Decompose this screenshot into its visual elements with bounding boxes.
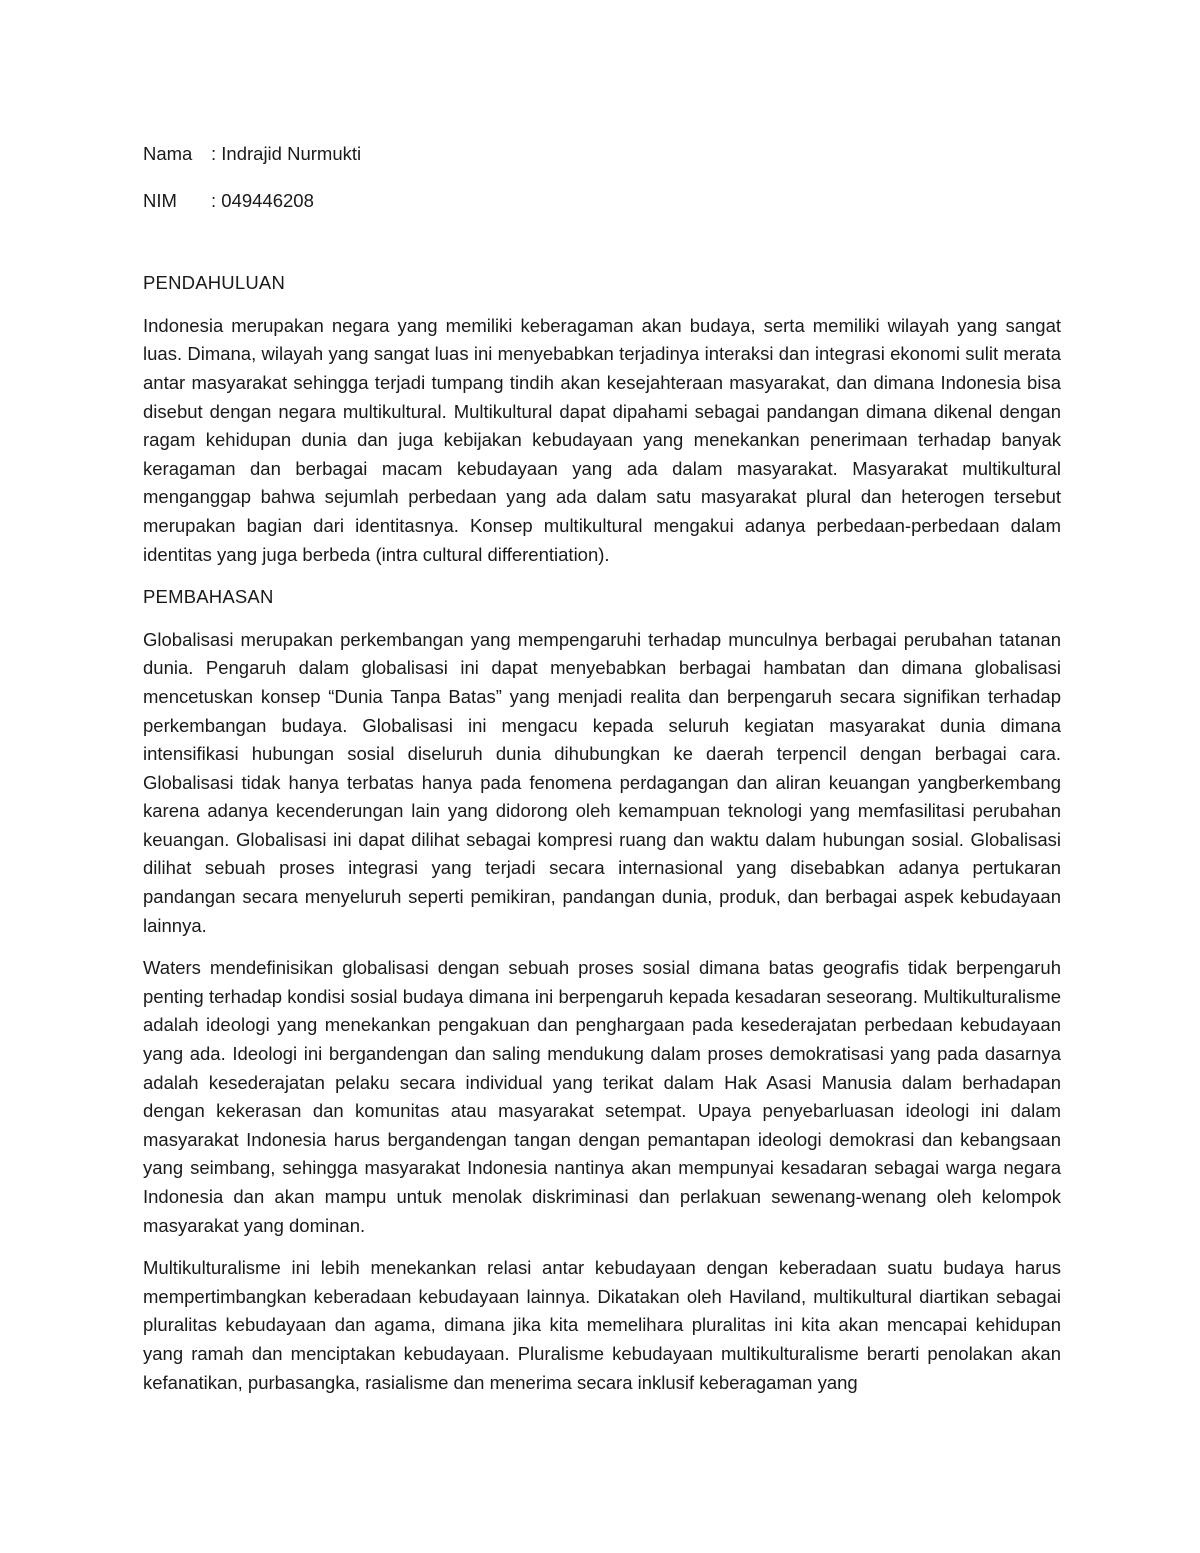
nim-row [143, 187, 1061, 216]
name-label: Nama [143, 143, 193, 164]
discussion-paragraph-1: Globalisasi merupakan perkembangan yang mempengaruhi terhadap munculnya berbagai perubahan tatanan dunia. Pengaruh dalam globalisasi ini dapat menyebabkan berbagai hambatan dan dimana globalisasi mencetuskan konsep “Dunia Tanpa Batas” yang menjadi realita dan berpengaruh secara signifikan terhadap perkembangan budaya. Globalisasi ini mengacu kepada seluruh kegiatan masyarakat dunia dimana intensifikasi hubungan sosial diseluruh dunia dihubungkan ke daerah terpencil dengan berbagai cara. Globalisasi tidak hanya terbatas hanya pada fenomena perdagangan dan aliran keuangan yangberkembang karena adanya kecenderungan lain yang didorong oleh kemampuan teknologi yang memfasilitasi perubahan keuangan. Globalisasi ini dapat dilihat sebagai kompresi ruang dan waktu dalam hubungan sosial. Globalisasi dilihat sebuah proses integrasi yang terjadi secara internasional yang disebabkan adanya pertukaran pandangan secara menyeluruh seperti pemikiran, pandangan dunia, produk, dan berbagai aspek kebudayaan lainnya. [143, 628, 1061, 936]
name-row [143, 140, 1061, 169]
nim-value: : 049446208 [211, 189, 314, 211]
discussion-paragraph-3: Multikulturalisme ini lebih menekankan relasi antar kebudayaan dengan keberadaan suatu budaya harus mempertimbangkan keberadaan kebudayaan lainnya. Dikatakan oleh Haviland, multikultural diartikan sebagai pluralitas kebudayaan dan agama, dimana jika kita memelihara pluralitas ini kita akan mencapai kehidupan yang ramah dan menciptakan kebudayaan. Pluralisme kebudayaan multikulturalisme berarti penolakan akan kefanatikan, purbasangka, rasialisme dan menerima secara inklusif keberagaman yang [143, 1257, 1061, 1393]
discussion-paragraph-2: Waters mendefinisikan globalisasi dengan sebuah proses sosial dimana batas geografis tidak berpengaruh penting terhadap kondisi sosial budaya dimana ini berpengaruh kepada kesadaran seseorang. Multikulturalisme adalah ideologi yang menekankan pengakuan dan penghargaan pada kesederajatan perbedaan kebudayaan yang ada. Ideologi ini bergandengan dan saling mendukung dalam proses demokratisasi yang pada dasarnya adalah kesederajatan pelaku secara individual yang terikat dalam Hak Asasi Manusia dalam berhadapan dengan kekerasan dan komunitas atau masyarakat setempat. Upaya penyebarluasan ideologi ini dalam masyarakat Indonesia harus bergandengan tangan dengan pemantapan ideologi demokrasi dan kebangsaan yang seimbang, sehingga masyarakat Indonesia nantinya akan mempunyai kesadaran sebagai warga negara Indonesia dan akan mampu untuk menolak diskriminasi dan perlakuan sewenang-wenang oleh kelompok masyarakat yang dominan. [143, 957, 1061, 1236]
introduction-paragraph: Indonesia merupakan negara yang memiliki keberagaman akan budaya, serta memiliki wilayah yang sangat luas. Dimana, wilayah yang sangat luas ini menyebabkan terjadinya interaksi dan integrasi ekonomi sulit merata antar masyarakat sehingga terjadi tumpang tindih akan kesejahteraan masyarakat, dan dimana Indonesia bisa disebut dengan negara multikultural. Multikultural dapat dipahami sebagai pandangan dimana dikenal dengan ragam kehidupan dunia dan juga kebijakan kebudayaan yang menekankan penerimaan terhadap banyak keragaman dan berbagai macam kebudayaan yang ada dalam masyarakat. Masyarakat multikultural menganggap bahwa sejumlah perbedaan yang ada dalam satu masyarakat plural dan heterogen tersebut merupakan bagian dari identitasnya. Konsep multikultural mengakui adanya perbedaan-perbedaan dalam identitas yang juga berbeda (intra cultural differentiation). [143, 314, 1061, 565]
introduction-heading: PENDAHULUAN [143, 272, 286, 294]
name-value: : Indrajid Nurmukti [211, 143, 362, 164]
discussion-heading: PEMBAHASAN [143, 586, 274, 608]
nim-label: NIM [143, 189, 177, 211]
document-page [143, 140, 1061, 1397]
